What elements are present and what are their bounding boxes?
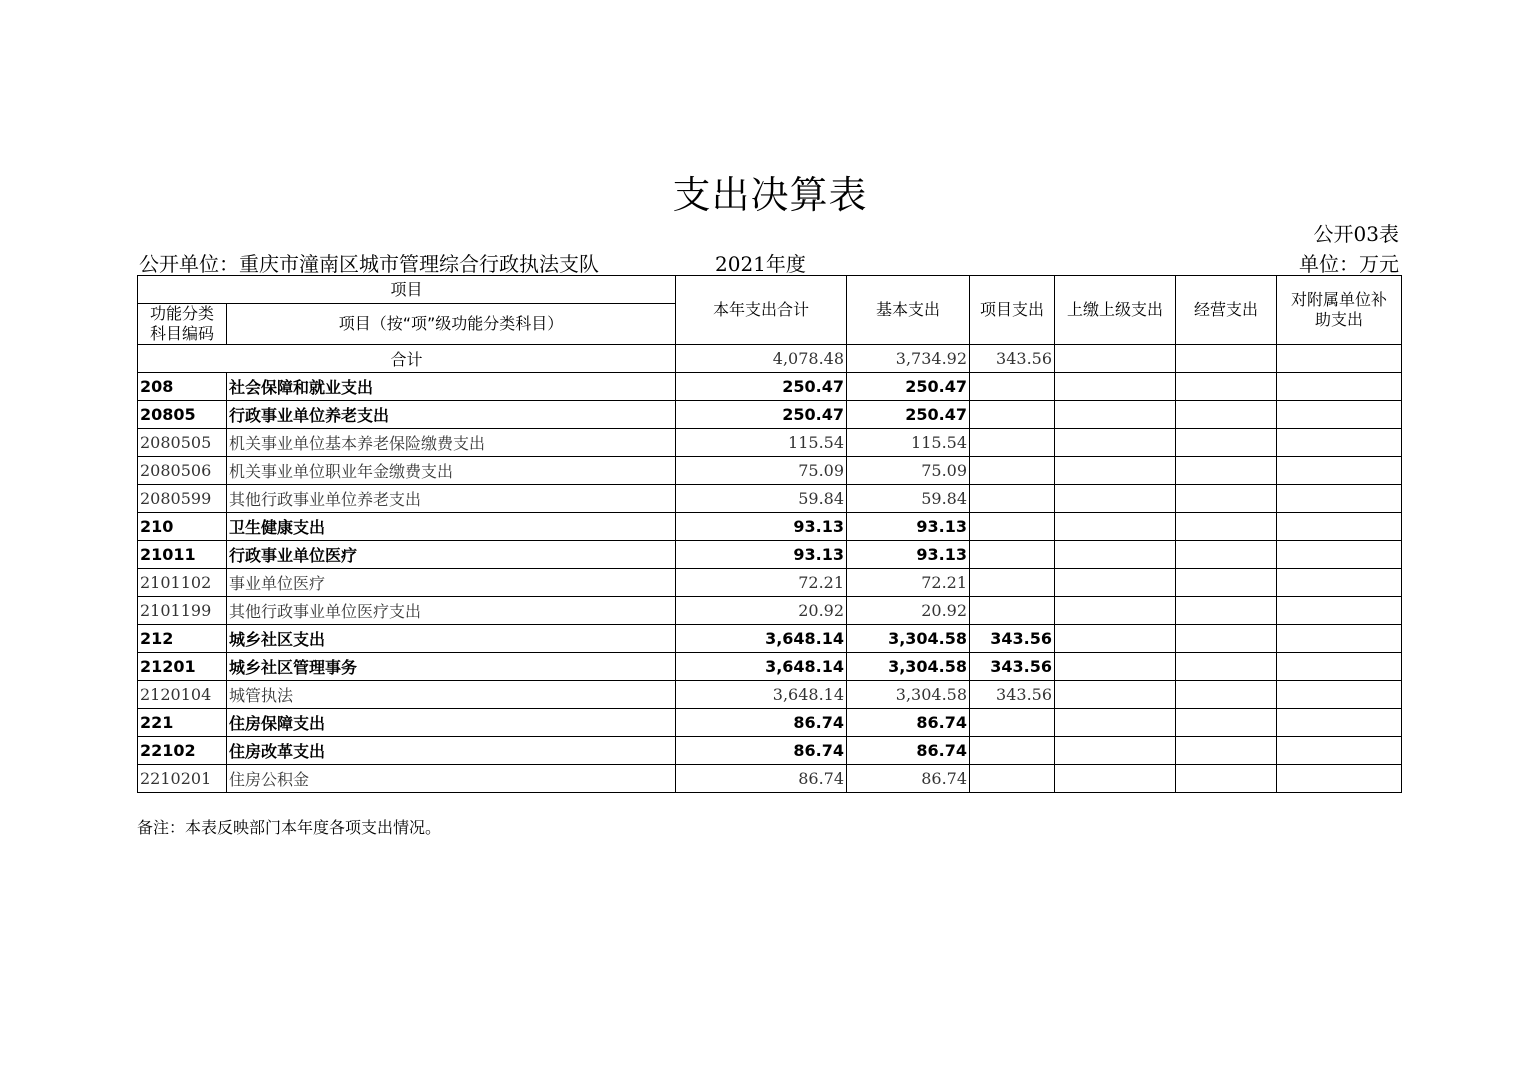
total-project: 343.56 (970, 345, 1055, 373)
total-business (1176, 345, 1277, 373)
row-business (1176, 569, 1277, 597)
row-code: 208 (138, 373, 227, 401)
fiscal-year: 2021年度 (715, 252, 806, 276)
row-basic: 250.47 (847, 401, 970, 429)
row-business (1176, 737, 1277, 765)
reporting-unit: 公开单位：重庆市潼南区城市管理综合行政执法支队 (139, 252, 599, 276)
row-subsidy (1277, 485, 1402, 513)
row-basic: 59.84 (847, 485, 970, 513)
row-project (970, 569, 1055, 597)
row-total: 75.09 (676, 457, 847, 485)
row-name: 城乡社区支出 (227, 625, 676, 653)
row-subsidy (1277, 401, 1402, 429)
row-total: 72.21 (676, 569, 847, 597)
row-basic: 86.74 (847, 765, 970, 793)
row-subsidy (1277, 597, 1402, 625)
row-basic: 72.21 (847, 569, 970, 597)
row-code: 221 (138, 709, 227, 737)
header-upper: 上缴上级支出 (1055, 276, 1176, 345)
row-project: 343.56 (970, 653, 1055, 681)
row-basic: 3,304.58 (847, 653, 970, 681)
total-basic: 3,734.92 (847, 345, 970, 373)
expenditure-table (137, 275, 1402, 793)
row-business (1176, 653, 1277, 681)
row-basic: 93.13 (847, 513, 970, 541)
row-subsidy (1277, 653, 1402, 681)
table-row (138, 457, 1402, 485)
row-project (970, 709, 1055, 737)
row-name: 住房保障支出 (227, 709, 676, 737)
table-row (138, 597, 1402, 625)
row-business (1176, 401, 1277, 429)
row-upper (1055, 485, 1176, 513)
table-row (138, 401, 1402, 429)
row-total: 86.74 (676, 737, 847, 765)
row-subsidy (1277, 457, 1402, 485)
header-name: 项目（按“项”级功能分类科目） (227, 304, 676, 345)
row-name: 住房公积金 (227, 765, 676, 793)
row-basic: 86.74 (847, 709, 970, 737)
row-upper (1055, 457, 1176, 485)
row-total: 20.92 (676, 597, 847, 625)
row-subsidy (1277, 513, 1402, 541)
row-project (970, 597, 1055, 625)
row-basic: 75.09 (847, 457, 970, 485)
row-business (1176, 681, 1277, 709)
row-code: 22102 (138, 737, 227, 765)
row-business (1176, 597, 1277, 625)
row-upper (1055, 765, 1176, 793)
header-business: 经营支出 (1176, 276, 1277, 345)
row-subsidy (1277, 709, 1402, 737)
row-total: 86.74 (676, 765, 847, 793)
row-total: 3,648.14 (676, 653, 847, 681)
row-project (970, 457, 1055, 485)
header-item: 项目 (138, 276, 676, 304)
row-name: 其他行政事业单位养老支出 (227, 485, 676, 513)
row-code: 2120104 (138, 681, 227, 709)
row-code: 2101102 (138, 569, 227, 597)
row-project (970, 429, 1055, 457)
row-name: 机关事业单位基本养老保险缴费支出 (227, 429, 676, 457)
row-name: 城乡社区管理事务 (227, 653, 676, 681)
row-project (970, 513, 1055, 541)
row-business (1176, 513, 1277, 541)
row-total: 93.13 (676, 541, 847, 569)
row-subsidy (1277, 681, 1402, 709)
header-basic: 基本支出 (847, 276, 970, 345)
table-row (138, 709, 1402, 737)
table-row (138, 653, 1402, 681)
row-total: 250.47 (676, 401, 847, 429)
row-upper (1055, 401, 1176, 429)
table-row (138, 737, 1402, 765)
row-upper (1055, 373, 1176, 401)
row-upper (1055, 625, 1176, 653)
row-name: 机关事业单位职业年金缴费支出 (227, 457, 676, 485)
row-code: 20805 (138, 401, 227, 429)
table-row (138, 373, 1402, 401)
row-business (1176, 485, 1277, 513)
row-total: 3,648.14 (676, 681, 847, 709)
row-project (970, 765, 1055, 793)
row-project: 343.56 (970, 625, 1055, 653)
row-business (1176, 429, 1277, 457)
row-code: 2080505 (138, 429, 227, 457)
row-code: 21201 (138, 653, 227, 681)
table-row (138, 513, 1402, 541)
table-row (138, 485, 1402, 513)
total-subsidy (1277, 345, 1402, 373)
row-name: 城管执法 (227, 681, 676, 709)
row-business (1176, 765, 1277, 793)
row-code: 2080506 (138, 457, 227, 485)
row-upper (1055, 597, 1176, 625)
row-basic: 115.54 (847, 429, 970, 457)
row-name: 社会保障和就业支出 (227, 373, 676, 401)
row-subsidy (1277, 737, 1402, 765)
row-business (1176, 373, 1277, 401)
total-label: 合计 (138, 345, 676, 373)
row-basic: 20.92 (847, 597, 970, 625)
row-project (970, 401, 1055, 429)
row-name: 行政事业单位养老支出 (227, 401, 676, 429)
footnote: 备注：本表反映部门本年度各项支出情况。 (137, 818, 442, 837)
total-total: 4,078.48 (676, 345, 847, 373)
row-subsidy (1277, 569, 1402, 597)
row-basic: 3,304.58 (847, 625, 970, 653)
row-total: 59.84 (676, 485, 847, 513)
row-project (970, 373, 1055, 401)
row-business (1176, 709, 1277, 737)
row-name: 其他行政事业单位医疗支出 (227, 597, 676, 625)
row-upper (1055, 541, 1176, 569)
header-project: 项目支出 (970, 276, 1055, 345)
total-upper (1055, 345, 1176, 373)
row-total: 86.74 (676, 709, 847, 737)
row-total: 250.47 (676, 373, 847, 401)
row-code: 210 (138, 513, 227, 541)
row-subsidy (1277, 625, 1402, 653)
row-subsidy (1277, 541, 1402, 569)
header-total: 本年支出合计 (676, 276, 847, 345)
row-subsidy (1277, 429, 1402, 457)
row-subsidy (1277, 373, 1402, 401)
row-code: 212 (138, 625, 227, 653)
row-basic: 93.13 (847, 541, 970, 569)
row-upper (1055, 709, 1176, 737)
row-upper (1055, 513, 1176, 541)
row-business (1176, 625, 1277, 653)
row-name: 行政事业单位医疗 (227, 541, 676, 569)
row-project (970, 737, 1055, 765)
row-business (1176, 457, 1277, 485)
row-basic: 86.74 (847, 737, 970, 765)
row-name: 事业单位医疗 (227, 569, 676, 597)
table-row (138, 429, 1402, 457)
row-upper (1055, 569, 1176, 597)
row-total: 3,648.14 (676, 625, 847, 653)
row-upper (1055, 737, 1176, 765)
row-basic: 3,304.58 (847, 681, 970, 709)
row-subsidy (1277, 765, 1402, 793)
row-code: 2080599 (138, 485, 227, 513)
row-name: 住房改革支出 (227, 737, 676, 765)
row-project: 343.56 (970, 681, 1055, 709)
row-project (970, 485, 1055, 513)
row-code: 2101199 (138, 597, 227, 625)
header-subsidy: 对附属单位补助支出 (1277, 276, 1402, 345)
row-business (1176, 541, 1277, 569)
row-project (970, 541, 1055, 569)
table-row (138, 625, 1402, 653)
currency-unit: 单位：万元 (1299, 252, 1399, 276)
table-row (138, 681, 1402, 709)
total-row (138, 345, 1402, 373)
page-title: 支出决算表 (672, 173, 868, 217)
row-upper (1055, 429, 1176, 457)
table-row (138, 765, 1402, 793)
header-code: 功能分类科目编码 (138, 304, 227, 345)
row-upper (1055, 681, 1176, 709)
table-row (138, 569, 1402, 597)
row-total: 93.13 (676, 513, 847, 541)
table-row (138, 541, 1402, 569)
row-code: 21011 (138, 541, 227, 569)
row-upper (1055, 653, 1176, 681)
form-number: 公开03表 (1313, 222, 1399, 246)
row-basic: 250.47 (847, 373, 970, 401)
row-name: 卫生健康支出 (227, 513, 676, 541)
row-total: 115.54 (676, 429, 847, 457)
row-code: 2210201 (138, 765, 227, 793)
